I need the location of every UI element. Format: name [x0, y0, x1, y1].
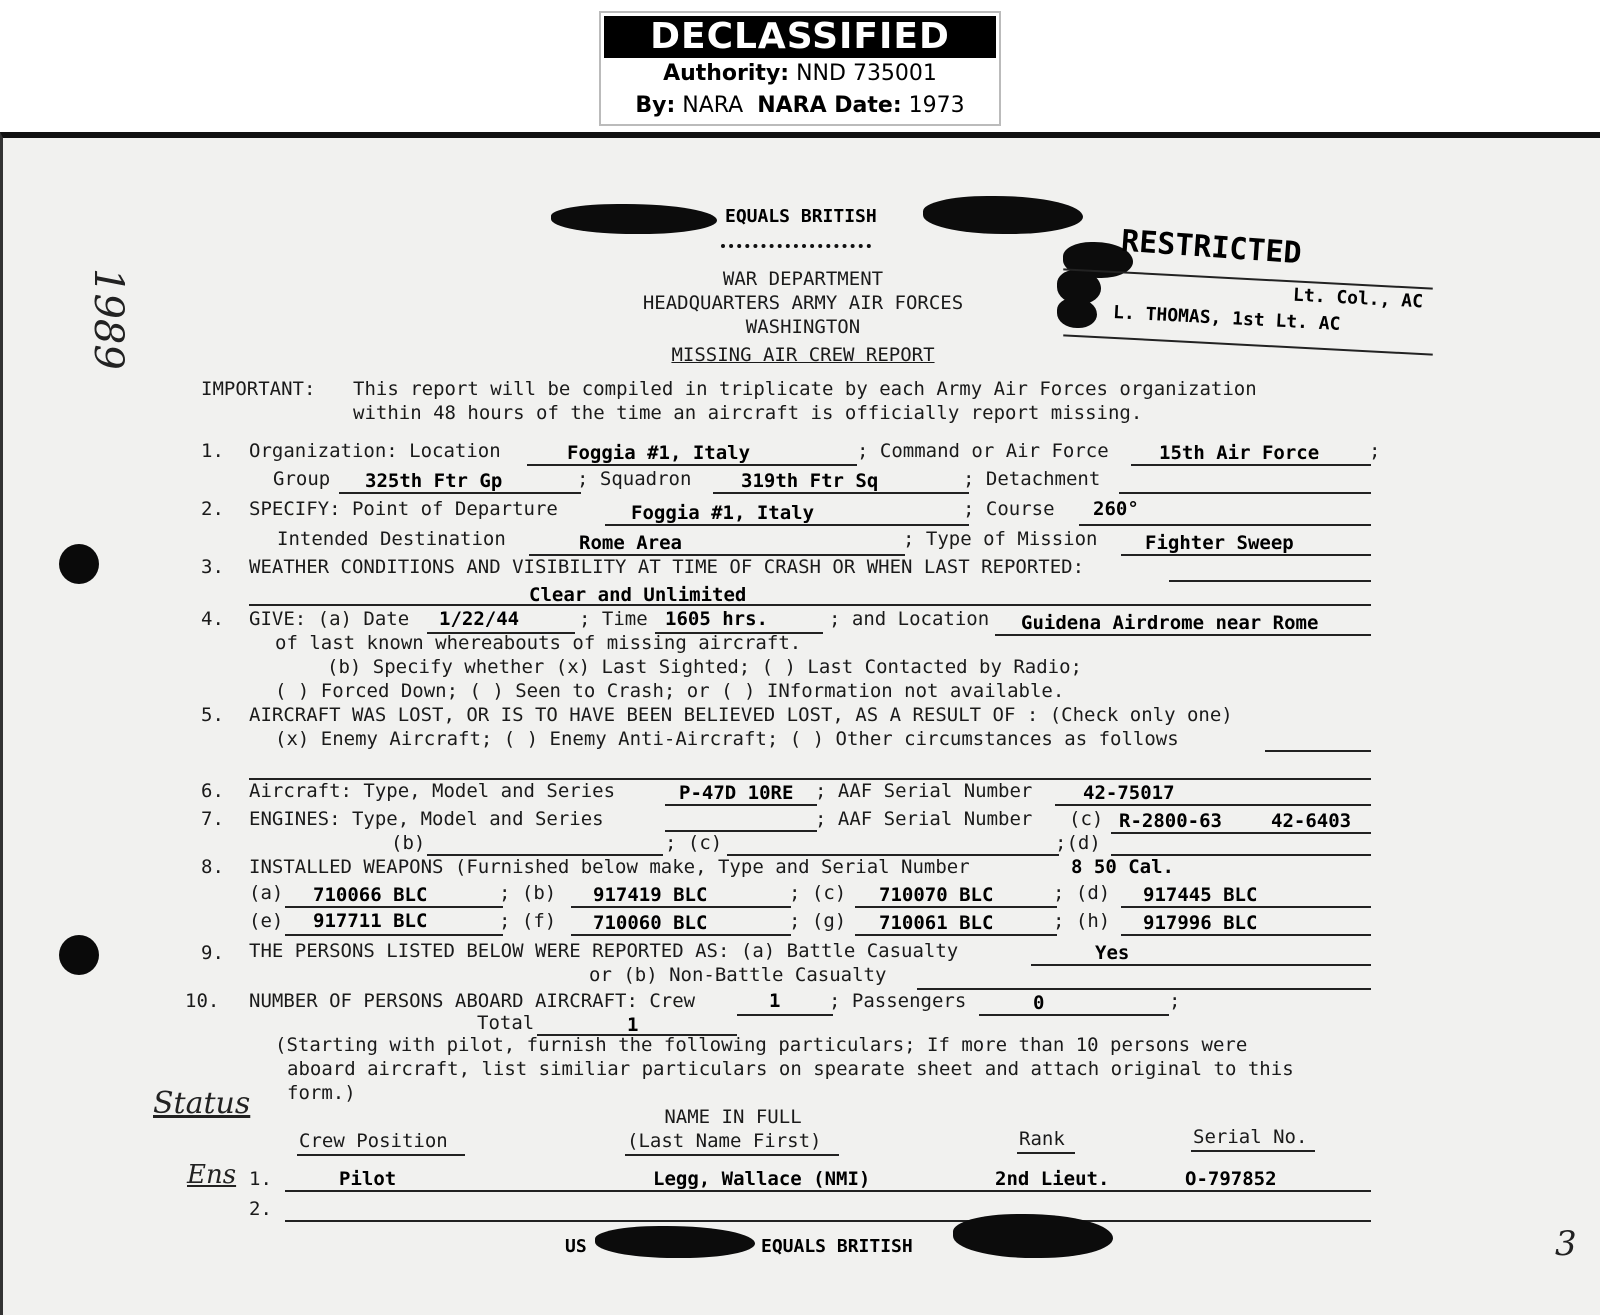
item-number: 6. — [201, 780, 224, 802]
weapon-b-label: ; (b) — [499, 882, 557, 904]
redaction-blot — [1057, 298, 1097, 328]
field-line — [995, 634, 1371, 636]
departure-label: SPECIFY: Point of Departure — [249, 498, 558, 520]
stamp-authority: Authority: NND 735001 — [663, 61, 937, 86]
total-value: 1 — [627, 1014, 639, 1036]
item-number: 3. — [201, 556, 224, 578]
non-battle-label: or (b) Non-Battle Casualty — [589, 964, 887, 986]
engine-c-label: (c) — [1069, 808, 1104, 830]
engine-type-value: R-2800-63 — [1119, 810, 1222, 832]
report-title: MISSING AIR CREW REPORT — [671, 344, 935, 366]
engine-serial-label: ; AAF Serial Number — [815, 808, 1033, 830]
handwritten-status: Status — [153, 1086, 251, 1121]
punch-hole-bottom — [59, 935, 99, 975]
departure-value: Foggia #1, Italy — [631, 502, 815, 524]
field-line — [571, 906, 791, 908]
field-line — [1119, 492, 1371, 494]
crew-value: 1 — [769, 990, 781, 1012]
engine-d-label: ;(d) — [1055, 832, 1101, 854]
date-label: GIVE: (a) Date — [249, 608, 410, 630]
footer-equals: EQUALS BRITISH — [761, 1236, 913, 1257]
detachment-label: ; Detachment — [963, 468, 1101, 490]
department: WAR DEPARTMENT — [722, 268, 884, 290]
declassified-stamp — [599, 11, 1001, 126]
weapon-d-value: 917445 BLC — [1143, 884, 1258, 906]
report-sheet — [0, 132, 1600, 1315]
weapon-f-value: 710060 BLC — [593, 912, 708, 934]
item-number: 7. — [201, 808, 224, 830]
crew-name-value: Legg, Wallace (NMI) — [653, 1168, 871, 1190]
semicolon: ; — [1369, 440, 1381, 462]
engine-c2-label: ; (c) — [665, 832, 723, 854]
engine-serial-value: 42-6403 — [1271, 810, 1352, 832]
organization-label: Organization: Location — [249, 440, 501, 462]
field-line — [713, 492, 969, 494]
field-line — [1121, 934, 1371, 936]
col-serial: Serial No. — [1193, 1126, 1308, 1148]
struck-classification — [721, 244, 871, 248]
field-line — [1169, 580, 1371, 582]
casualty-label: THE PERSONS LISTED BELOW WERE REPORTED AS: (a) Battle Casualty — [249, 940, 959, 962]
classification-top: EQUALS BRITISH — [725, 206, 877, 227]
handwritten-file-number: 1989 — [85, 268, 131, 370]
crew-position-value: Pilot — [339, 1168, 397, 1190]
col-crew-position: Crew Position — [299, 1130, 448, 1152]
weapon-e-value: 917711 BLC — [313, 910, 428, 932]
header-underline — [1191, 1150, 1315, 1152]
destination-label: Intended Destination — [277, 528, 506, 550]
passengers-value: 0 — [1033, 992, 1045, 1014]
item-number: 4. — [201, 608, 224, 630]
time-label: ; Time — [579, 608, 648, 630]
weapon-e-label: (e) — [249, 910, 284, 932]
reclass-line-3: L. THOMAS, 1st Lt. AC — [1112, 302, 1341, 335]
handwritten-status-mark: Ens — [187, 1160, 237, 1190]
engine-b-label: (b) — [391, 832, 426, 854]
passengers-label: ; Passengers — [829, 990, 967, 1012]
field-line — [1079, 524, 1371, 526]
weather-value: Clear and Unlimited — [529, 584, 747, 606]
field-line — [285, 906, 503, 908]
important-label: IMPORTANT: — [201, 378, 316, 400]
stamp-title: DECLASSIFIED — [604, 16, 996, 58]
lost-cause-options: (x) Enemy Aircraft; ( ) Enemy Anti-Aircraft; ( ) Other circumstances as follows — [275, 728, 1179, 750]
row-line — [285, 1220, 1371, 1222]
reclass-rule — [1063, 334, 1433, 355]
reclass-restricted: RESTRICTED — [1119, 223, 1303, 272]
item-number: 9. — [201, 942, 224, 964]
redaction-blot — [595, 1226, 755, 1258]
aircraft-serial-value: 42-75017 — [1083, 782, 1175, 804]
battle-casualty-value: Yes — [1095, 942, 1130, 964]
row-line — [285, 1190, 1371, 1192]
field-line — [1265, 750, 1371, 752]
important-line-1: This report will be compiled in triplicate by each Army Air Forces organization — [353, 378, 1257, 400]
item-number: 2. — [201, 498, 224, 520]
destination-value: Rome Area — [579, 532, 682, 554]
weapon-h-label: ; (h) — [1053, 910, 1111, 932]
particulars-note-3: form.) — [287, 1082, 356, 1104]
field-line — [1131, 464, 1371, 466]
weapon-a-label: (a) — [249, 882, 284, 904]
aircraft-type-value: P-47D 10RE — [679, 782, 794, 804]
field-line — [1111, 832, 1371, 834]
engines-label: ENGINES: Type, Model and Series — [249, 808, 604, 830]
semicolon: ; — [1169, 990, 1181, 1012]
important-line-2: within 48 hours of the time an aircraft is officially report missing. — [353, 402, 1143, 424]
redaction-blot — [923, 196, 1083, 234]
footer-us: US — [565, 1236, 587, 1257]
field-line — [1055, 804, 1371, 806]
location-label: ; and Location — [829, 608, 990, 630]
field-line — [605, 524, 969, 526]
time-value: 1605 hrs. — [665, 608, 768, 630]
item-number: 5. — [201, 704, 224, 726]
weapon-h-value: 917996 BLC — [1143, 912, 1258, 934]
particulars-note-2: aboard aircraft, list similiar particulars on spearate sheet and attach original to this — [287, 1058, 1294, 1080]
weapon-g-value: 710061 BLC — [879, 912, 994, 934]
redaction-blot — [551, 204, 717, 234]
redaction-blot — [953, 1214, 1113, 1258]
field-line — [1121, 906, 1371, 908]
aircraft-serial-label: ; AAF Serial Number — [815, 780, 1033, 802]
col-name-top: NAME IN FULL — [664, 1106, 802, 1128]
whereabouts-text: of last known whereabouts of missing aircraft. — [275, 632, 802, 654]
weapon-d-label: ; (d) — [1053, 882, 1111, 904]
field-line — [285, 934, 503, 936]
weapons-label: INSTALLED WEAPONS (Furnished below make, Type and Serial Number — [249, 856, 970, 878]
headquarters: HEADQUARTERS ARMY AIR FORCES — [642, 292, 964, 314]
row-number: 2. — [249, 1198, 272, 1220]
col-name: (Last Name First) — [627, 1130, 822, 1152]
row-number: 1. — [249, 1168, 272, 1190]
command-value: 15th Air Force — [1159, 442, 1320, 464]
field-line — [339, 492, 581, 494]
weapons-count: 8 50 Cal. — [1071, 856, 1174, 878]
date-value: 1/22/44 — [439, 608, 520, 630]
weapon-b-value: 917419 BLC — [593, 884, 708, 906]
squadron-value: 319th Ftr Sq — [741, 470, 879, 492]
col-rank: Rank — [1019, 1128, 1065, 1150]
field-line — [855, 906, 1057, 908]
weapon-g-label: ; (g) — [789, 910, 847, 932]
mission-value: Fighter Sweep — [1145, 532, 1294, 554]
city: WASHINGTON — [745, 316, 861, 338]
reclass-line-2: Lt. Col., AC — [1292, 284, 1424, 313]
weapon-f-label: ; (f) — [499, 910, 557, 932]
persons-label: NUMBER OF PERSONS ABOARD AIRCRAFT: Crew — [249, 990, 696, 1012]
item-number: 10. — [185, 990, 220, 1012]
mission-label: ; Type of Mission — [903, 528, 1098, 550]
crew-rank-value: 2nd Lieut. — [995, 1168, 1110, 1190]
item-number: 1. — [201, 440, 224, 462]
crew-serial-value: O-797852 — [1185, 1168, 1277, 1190]
lost-cause-text: AIRCRAFT WAS LOST, OR IS TO HAVE BEEN BELIEVED LOST, AS A RESULT OF : (Check only one) — [249, 704, 1233, 726]
header-underline — [297, 1154, 465, 1156]
field-line — [1031, 964, 1371, 966]
command-label: ; Command or Air Force — [857, 440, 1109, 462]
field-line — [979, 1014, 1169, 1016]
header-underline — [1017, 1152, 1075, 1154]
aircraft-label: Aircraft: Type, Model and Series — [249, 780, 616, 802]
field-line — [917, 988, 1371, 990]
squadron-label: ; Squadron — [577, 468, 692, 490]
weapon-c-label: ; (c) — [789, 882, 847, 904]
org-location-value: Foggia #1, Italy — [567, 442, 751, 464]
field-line — [855, 934, 1057, 936]
forced-down-text: ( ) Forced Down; ( ) Seen to Crash; or ( ) INformation not available. — [275, 680, 1065, 702]
specify-whether-text: (b) Specify whether (x) Last Sighted; ( ) Last Contacted by Radio; — [327, 656, 1082, 678]
weapon-a-value: 710066 BLC — [313, 884, 428, 906]
group-value: 325th Ftr Gp — [365, 470, 503, 492]
group-label: Group — [273, 468, 331, 490]
field-line — [249, 604, 1371, 606]
field-line — [527, 464, 857, 466]
course-value: 260° — [1093, 498, 1139, 520]
weather-label: WEATHER CONDITIONS AND VISIBILITY AT TIME OF CRASH OR WHEN LAST REPORTED: — [249, 556, 1085, 578]
course-label: ; Course — [963, 498, 1055, 520]
field-line — [1121, 554, 1371, 556]
field-line — [665, 804, 817, 806]
weapon-c-value: 710070 BLC — [879, 884, 994, 906]
punch-hole-top — [59, 544, 99, 584]
location-value: Guidena Airdrome near Rome — [1021, 612, 1319, 634]
field-line — [571, 934, 791, 936]
reclass-rule — [1063, 268, 1433, 289]
particulars-note-1: (Starting with pilot, furnish the following particulars; If more than 10 persons were — [275, 1034, 1248, 1056]
item-number: 8. — [201, 856, 224, 878]
stamp-by: By: NARA NARA Date: 1973 — [635, 93, 965, 118]
header-underline — [625, 1154, 839, 1156]
total-label: Total — [477, 1012, 535, 1034]
field-line — [737, 1014, 833, 1016]
page-number: 3 — [1555, 1224, 1577, 1264]
